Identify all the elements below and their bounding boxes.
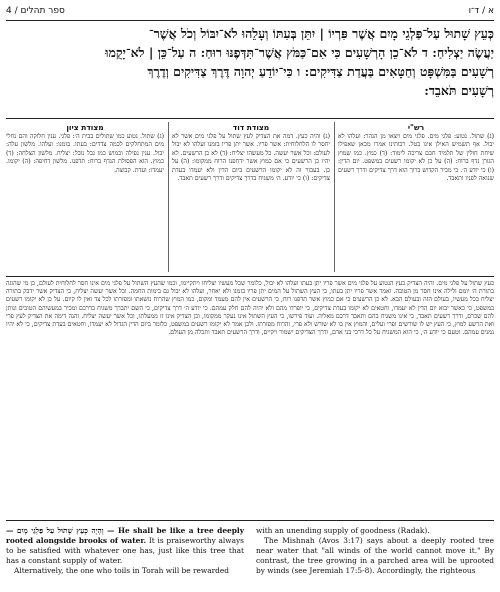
english-rule [6,520,494,521]
column-title: מצודת ציון [66,123,104,132]
column-text: (ג) שתול. נטוע כמו שתולים בבית ה׳: פלגי. ענין חלוקה והם נחלי מים המתחלקים לכמה צדדים: בעתו. בזמנו: ועלהו. מלשון עלה: יבול. ענין נפילה וכמוש כמו נבל נובל: יצליח. מלשון הצלחה: (ד) כמוץ. הוא הפסולת הנדף ברוח: תדפנו. מלשון דחיפה: (ה) יקומו. יעמדו: ועדת. קבוצה. [6,133,164,174]
verse-line: רְשָׁעִים תֹּאבֵד: [424,83,494,98]
column-divider [168,122,169,272]
verses-rule [6,118,494,119]
page-header [6,4,494,20]
english-text: It is praiseworthy always to be satisfied with whatever one has, just like this tree that has a constant supply of water. [6,536,244,565]
verse-line: כְּעֵץ שָׁתוּל עַל־פַּלְגֵי מָיִם אֲשֶׁר פִּרְיוֹ | יִתֵּן בְּעִתּוֹ וְעָלֵהוּ לֹא־יִבּוֹל וְכֹל אֲשֶׁר־ [148,26,494,41]
english-text: with an unending supply of goodness (Radak). [256,526,430,535]
verse-line: רְשָׁעִים בַּמִּשְׁפָּט וְחַטָּאִים בַּעֲדַת צַדִּיקִים: ו כִּי־יוֹדֵעַ יְהוָה דֶּרֶךְ צַדִּיקִים וְדֶרֶךְ [147,64,494,79]
english-text: The Mishnah (Avos 3:17) says about a deeply rooted tree near water that "all winds of the world cannot move it." By contrast, the tree growing in a parched area will be uprooted by winds (see Jeremiah 17:5-8). Accordingly, the righteous [256,536,494,575]
page-title: 4 / ספר תהלים [6,6,65,16]
wide-commentary: כעץ שתול על פלגי מים. והיה הצדיק כעץ הנטוע על פלגי מים אשר פריו יתן בעתו ועלהו לא יבול, כלומר שכל מעשיו יצליחו ויתקיימו, וכמו שהעץ השתול על פלגי מים אינו חסר לחלוחית לעולם, כן מי שהוגה בתורת ה׳ יומם ולילה אינו חסר מן הטובה. ואמר אשר פריו יתן בעתו, כי העץ השתול על המים יתן פריו בזמנו ולא יאחר, ועלהו לא יבול גם בימות החמה. וכל אשר יעשה יצליח, כי הצדיק אשר ידבק בתורה יצליח בכל מעשיו, בעולם הזה ובעולם הבא. לא כן הרשעים כי אם כמוץ אשר תדפנו רוח, כי הרשעים אין להם מעמד ומקום, כמו המוץ שהרוח נושאתו ומפזרתו לכל צד ואין לו קיום. על כן לא יקומו רשעים במשפט, כי כאשר יבוא יום הדין לא יעמדו, וחטאים לא יקומו בעדת צדיקים, כי יופרדו מהם ולא יהיה להם חלק עמהם. כי יודע ה׳ דרך צדיקים, כי השם יתברך משגיח בדרכם ומכיר במעשיהם הטובים ונותן להם שכרם, ודרך רשעים תאבד, כי אינו משגיח בהם ותאבד דרכם מאליה. ועוד פירשו, כי העץ השתול אינו נעקר ממקומו, וכן הצדיק אינו זז ממעלתו, וכל אשר יעשה יצליח. והנה דימה את הצדיק לעץ פרי ואת הרשע למוץ, כי העץ יש לו שורשים ופרי ועלים, והמוץ אין בו לא שורש ולא פרי, והרוח מפזרתו. ולכן אמר לא יקומו רשעים במשפט, כלומר ביום הדין הגדול לא יעמדו, וחטאים בעדת צדיקים, כי לא יהיו נמנים עמהם. וטעם כי יודע ה׳, כי הוא המשגיח על כל דרכי בני אדם, ודרך הצדיקים ישמור ויקיים, ודרך הרשעים תאבד ותכלה מן העולם. [6,280,494,337]
metzudat-zion-column [6,122,164,272]
header-rule [6,20,494,21]
column-divider [334,122,335,272]
chapter-verse-marker: א / ד־ו [468,6,494,16]
column-title: מצודת דוד [232,123,270,132]
column-title: רש"י [407,123,425,132]
verse-line: יַעֲשֶׂה יַצְלִיחַ: ד לֹא־כֵן הָרְשָׁעִים כִּי אִם־כַּמֹּץ אֲשֶׁר־תִּדְּפֶנּוּ רוּחַ: ה עַל־כֵּן | לֹא־יָקֻמוּ [105,45,494,60]
psalm-verses [6,24,494,114]
column-text: (ג) והיה כעץ. דמה את הצדיק לעץ שתול על פלגי מים אשר לא יחסר לו הלחלוחית: אשר פריו. אשר יתן פריו בזמנו ועלהו לא יבול לעולם: וכל אשר יעשה. כל מעשהו יצליח: (ד) לא כן הרשעים. לא יהיו כן הרשעים כי אם כמוץ אשר ידחפנו הרוח ממקומו: (ה) על כן. בעבור זה לא יקומו הרשעים ביום הדין ולא יעמדו בעדת צדיקים: (ו) כי יודע. ה׳ משגיח בדרך צדיקים ודרך רשעים תאבד. [172,133,330,183]
english-commentary-right [256,526,494,590]
english-text: Alternatively, the one who toils in Torah will be rewarded [14,566,229,575]
english-commentary-left [6,526,244,590]
english-lemma: — וְהָיָה כְּעֵץ שָׁתוּל עַל פַּלְגֵי מָיִם — He shall be like a tree deeply rooted alongside brooks of water. [6,526,244,545]
column-text: (ג) שתול. נטוע: פלגי מים. פלגי מים ויצאו מן הנהר: ועלהו לא יבול. אף תשמיש האילן אינו בטל. רבותינו אמרו מכאן שאפילו שיחת חולין של תלמיד חכם צריכה לימוד: (ד) כמץ. כמו שמוץ הגורן נדף ברוח: (ה) על כן לא יקומו רשעים במשפט. יום הדין: (ו) כי יודע ה׳. כי מכיר הקדוש ברוך הוא דרך צדיקים ודרך רשעים שנואה לפניו ותאבד. [338,133,494,183]
rashi-column [338,122,494,272]
commentary-rule [6,276,494,277]
metzudat-david-column [172,122,330,272]
